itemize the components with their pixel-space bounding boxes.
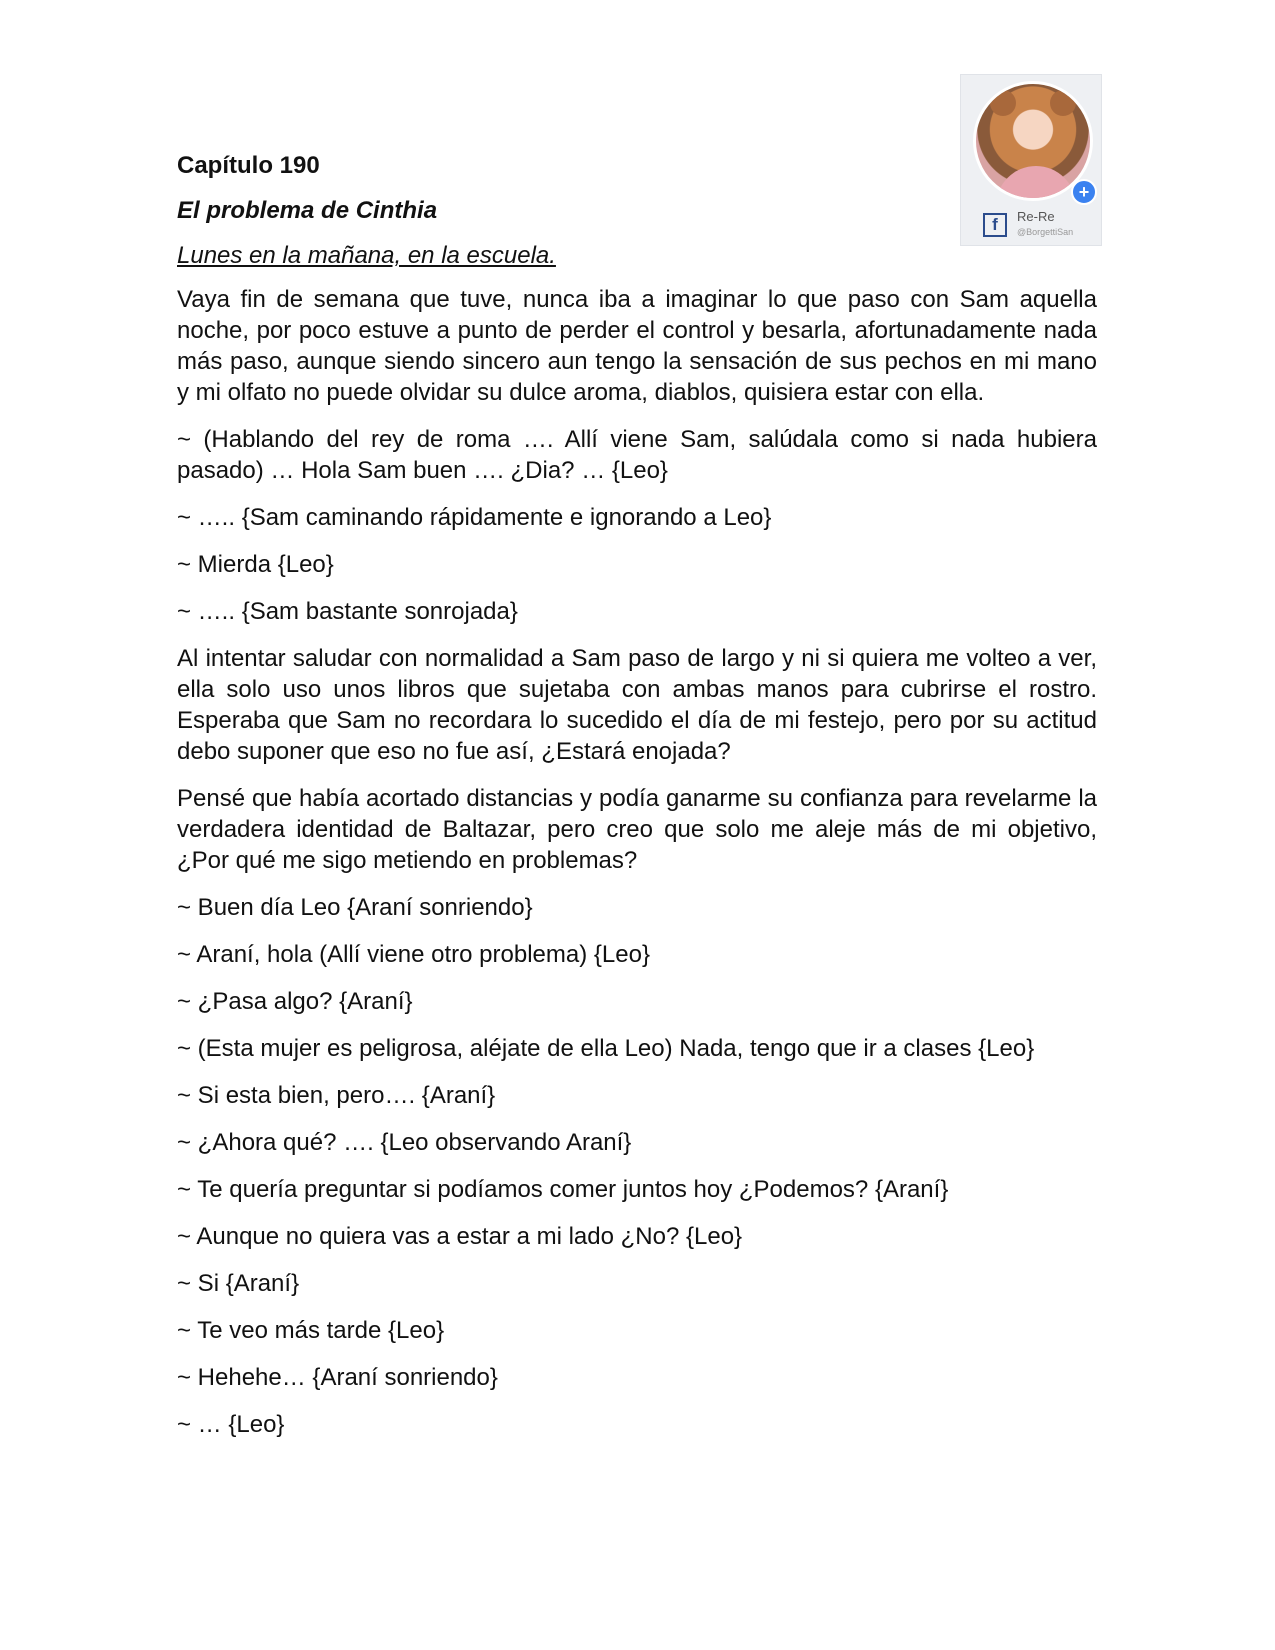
dialogue-line: ~ Araní, hola (Allí viene otro problema) {Leo} [177, 940, 650, 968]
dialogue-line: ~ Aunque no quiera vas a estar a mi lado ¿No? {Leo} [177, 1222, 743, 1250]
dialogue-line: ~ Te veo más tarde {Leo} [177, 1316, 445, 1344]
badge-handle: @BorgettiSan [1017, 227, 1074, 237]
dialogue-line: ~ Si {Araní} [177, 1269, 300, 1297]
dialogue-line: ~ Mierda {Leo} [177, 550, 334, 578]
chapter-title: Capítulo 190 [177, 152, 320, 179]
avatar-ear-right [1050, 90, 1076, 116]
scene-heading: Lunes en la mañana, en la escuela. [177, 242, 556, 270]
dialogue-line: ~ Hehehe… {Araní sonriendo} [177, 1363, 498, 1391]
dialogue-line: ~ ….. {Sam bastante sonrojada} [177, 597, 518, 625]
dialogue-line: ~ Si esta bien, pero…. {Araní} [177, 1081, 496, 1109]
avatar-ear-left [990, 90, 1016, 116]
plus-icon: + [1071, 179, 1097, 205]
dialogue-line: ~ ¿Pasa algo? {Araní} [177, 987, 413, 1015]
dialogue-line: ~ … {Leo} [177, 1410, 285, 1438]
dialogue-line: ~ (Hablando del rey de roma …. Allí viene Sam, salúdala como si nada hubiera pasado) … Hola Sam buen …. ¿Dia? … {Leo} [177, 425, 1097, 484]
dialogue-line: ~ ….. {Sam caminando rápidamente e ignorando a Leo} [177, 503, 772, 531]
chapter-subtitle: El problema de Cinthia [177, 197, 438, 225]
dialogue-line: ~ (Esta mujer es peligrosa, aléjate de ella Leo) Nada, tengo que ir a clases {Leo} [177, 1034, 1035, 1062]
dialogue-line: ~ Te quería preguntar si podíamos comer juntos hoy ¿Podemos? {Araní} [177, 1175, 949, 1203]
paragraph: Al intentar saludar con normalidad a Sam paso de largo y ni si quiera me volteo a ver, ella solo uso unos libros que sujetaba con ambas manos para cubrirse el rostro. Esperaba que Sam no recordara lo sucedido el día de mi festejo, pero por su actitud debo suponer que eso no fue así, ¿Estará enojada? [177, 644, 1097, 765]
facebook-icon: f [983, 213, 1007, 237]
dialogue-line: ~ ¿Ahora qué? …. {Leo observando Araní} [177, 1128, 632, 1156]
badge-name: Re-Re [1017, 209, 1055, 224]
paragraph: Pensé que había acortado distancias y podía ganarme su confianza para revelarme la verdadera identidad de Baltazar, pero creo que solo me aleje más de mi objetivo, ¿Por qué me sigo metiendo en problemas? [177, 784, 1097, 874]
paragraph: Vaya fin de semana que tuve, nunca iba a imaginar lo que paso con Sam aquella noche, por poco estuve a punto de perder el control y besarla, afortunadamente nada más paso, aunque siendo sincero aun tengo la sensación de sus pechos en mi mano y mi olfato no puede olvidar su dulce aroma, diablos, quisiera estar con ella. [177, 285, 1097, 406]
document-page [177, 140, 1097, 1456]
dialogue-line: ~ Buen día Leo {Araní sonriendo} [177, 893, 533, 921]
